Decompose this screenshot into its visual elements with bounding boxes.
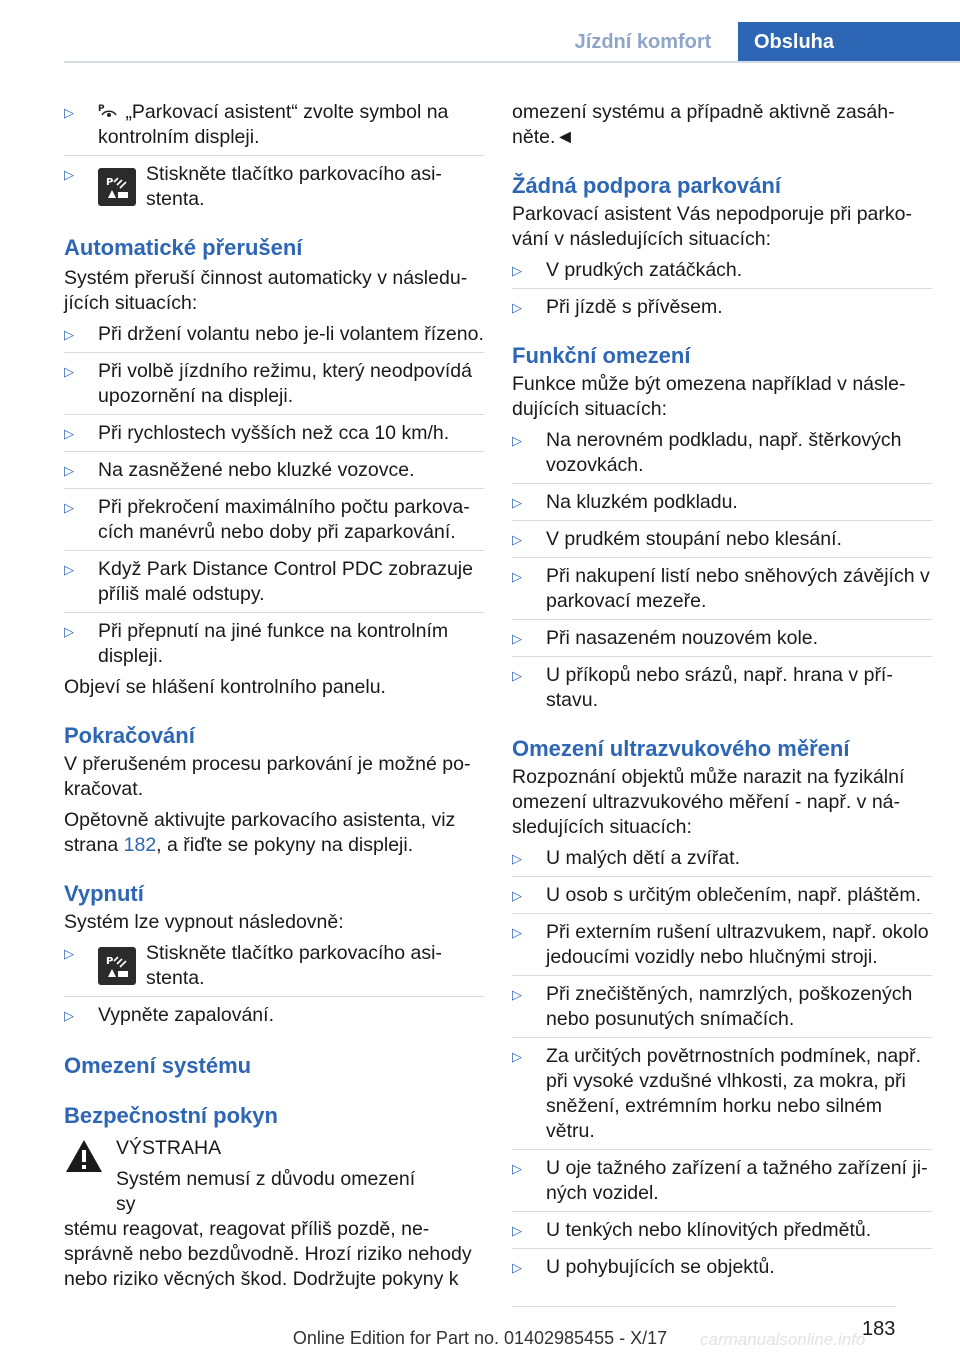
list-item: ▷ Při externím rušení ultrazvukem, např. okolo jedoucími vozidly nebo hlučnými stroji. [512, 921, 929, 968]
func-list [512, 428, 932, 713]
paragraph: omezení systému a případně aktivně zasáhněte.◄ [512, 101, 895, 148]
section-heading: Omezení systému [64, 1053, 252, 1078]
svg-text:P: P [98, 104, 105, 114]
bullet-triangle-icon: ▷ [512, 1049, 522, 1064]
section-heading: Funkční omezení [512, 343, 691, 368]
divider [64, 612, 484, 613]
list-item: ▷ Na nerovném podkladu, např. štěrkových vozovkách. [512, 429, 902, 476]
divider [512, 557, 932, 558]
bullet-triangle-icon: ▷ [64, 105, 74, 120]
list-item: ▷ U příkopů nebo srázů, např. hrana v přístavu. [512, 664, 893, 711]
bullet-triangle-icon: ▷ [512, 1223, 522, 1238]
edition-text: Online Edition for Part no. 01402985455 - X/17 [292, 1328, 668, 1348]
list-item: ▷ Při nakupení listí nebo sněhových závějích v parkovací mezeře. [512, 565, 930, 612]
right-column [512, 100, 932, 1280]
list-item: ▷ Při rychlostech vyšších než cca 10 km/h. [64, 422, 450, 444]
divider [512, 1149, 932, 1150]
bullet-triangle-icon: ▷ [512, 532, 522, 547]
section-heading: Automatické přerušení [64, 235, 303, 260]
list-item: ▷ Při jízdě s přívěsem. [512, 296, 723, 318]
warning-text: stému reagovat, reagovat příliš pozdě, nesprávně nebo bezdůvodně. Hrozí riziko nehody nebo riziko věcných škod. Dodržujte pokyny k [64, 1218, 472, 1290]
list-item: ▷ Když Park Distance Control PDC zobrazuje příliš malé odstupy. [64, 558, 473, 605]
divider [512, 876, 932, 877]
list-item [64, 100, 484, 150]
divider [512, 1248, 932, 1249]
nosupport-list [512, 258, 932, 320]
list-item: ▷ Při přepnutí na jiné funkce na kontrolním displeji. [64, 620, 449, 667]
list-item: ▷ Vypněte zapalování. [64, 1004, 274, 1026]
bullet-triangle-icon: ▷ [512, 925, 522, 940]
bullet-triangle-icon: ▷ [512, 569, 522, 584]
divider [64, 414, 484, 415]
auto-list [64, 322, 484, 669]
section-heading: Omezení ultrazvukového měření [512, 736, 850, 761]
paragraph: Objeví se hlášení kontrolního panelu. [64, 676, 386, 698]
list-item: ▷ U tenkých nebo klínovitých předmětů. [512, 1219, 872, 1241]
section-heading: Pokračování [64, 723, 195, 748]
list-item-text: Stiskněte tlačítko parkovacího asistenta. [146, 163, 442, 210]
paragraph: Parkovací asistent Vás nepodporuje při parkování v následujících situacích: [512, 203, 912, 250]
divider [512, 483, 932, 484]
section-subheading: Bezpečnostní pokyn [64, 1103, 278, 1128]
list-item: ▷ Při znečištěných, namrzlých, poškozených nebo posunutých snímačích. [512, 983, 913, 1030]
list-item: ▷ Na kluzkém podkladu. [512, 491, 738, 513]
warning-text-first-line: Systém nemusí z důvodu omezení sy [116, 1168, 416, 1215]
page-reference-link[interactable]: 182 [123, 834, 157, 856]
watermark: carmanualsonline.info [700, 1330, 866, 1349]
chapter-tab: Obsluha [738, 22, 960, 62]
list-item: ▷ U osob s určitým oblečením, např. pláštěm. [512, 884, 921, 906]
parking-button-icon [98, 947, 136, 985]
list-item: ▷ Při nasazeném nouzovém kole. [512, 627, 819, 649]
divider [64, 488, 484, 489]
bullet-triangle-icon: ▷ [64, 1008, 74, 1023]
bullet-triangle-icon: ▷ [512, 851, 522, 866]
ultra-list [512, 846, 932, 1280]
warning-title: VÝSTRAHA [116, 1137, 222, 1159]
bullet-triangle-icon: ▷ [512, 495, 522, 510]
list-item: ▷ Při držení volantu nebo je-li volantem řízeno. [64, 323, 484, 345]
bullet-triangle-icon: ▷ [64, 500, 74, 515]
bullet-triangle-icon: ▷ [64, 463, 74, 478]
bullet-triangle-icon: ▷ [64, 327, 74, 342]
svg-text:P: P [106, 956, 114, 967]
section-heading: Žádná podpora parkování [512, 173, 781, 198]
list-item: ▷ V prudkých zatáčkách. [512, 259, 743, 281]
section-tab: Jízdní komfort [574, 30, 712, 53]
warning-block [64, 1136, 484, 1217]
list-item: ▷ V prudkém stoupání nebo klesání. [512, 528, 842, 550]
divider [512, 288, 932, 289]
page-number: 183 [862, 1318, 896, 1340]
section-heading: Vypnutí [64, 881, 144, 906]
list-item: ▷ U oje tažného zařízení a tažného zařízení jiných vozidel. [512, 1157, 928, 1204]
svg-text:P: P [106, 177, 114, 188]
header-divider [64, 61, 960, 63]
parking-button-icon [98, 168, 136, 206]
paragraph: V přerušeném procesu parkování je možné pokračovat. [64, 753, 471, 800]
list-item: ▷ Na zasněžené nebo kluzké vozovce. [64, 459, 415, 481]
off-list [64, 941, 484, 1028]
bullet-triangle-icon: ▷ [512, 631, 522, 646]
bullet-triangle-icon: ▷ [64, 624, 74, 639]
divider [512, 1211, 932, 1212]
paragraph: Funkce může být omezena například v následujících situacích: [512, 373, 906, 420]
bullet-triangle-icon: ▷ [512, 668, 522, 683]
list-item: ▷ U pohybujících se objektů. [512, 1256, 775, 1278]
bullet-triangle-icon: ▷ [512, 433, 522, 448]
list-item: ▷ U malých dětí a zvířat. [512, 847, 740, 869]
list-item-text: „Parkovací asistent“ zvolte symbol na kontrolním displeji. [98, 101, 449, 148]
divider [64, 352, 484, 353]
paragraph: Systém přeruší činnost automaticky v následujících situacích: [64, 267, 468, 314]
bullet-triangle-icon: ▷ [64, 364, 74, 379]
bullet-triangle-icon: ▷ [512, 263, 522, 278]
bullet-triangle-icon: ▷ [512, 1161, 522, 1176]
divider [64, 550, 484, 551]
left-column [64, 100, 484, 1292]
bullet-triangle-icon: ▷ [64, 562, 74, 577]
divider [512, 975, 932, 976]
bullet-triangle-icon: ▷ [512, 987, 522, 1002]
parking-assist-icon [98, 102, 120, 120]
paragraph: Systém lze vypnout následovně: [64, 911, 344, 933]
divider [512, 656, 932, 657]
bullet-triangle-icon: ▷ [512, 1260, 522, 1275]
divider [512, 913, 932, 914]
divider [512, 619, 932, 620]
divider [64, 155, 484, 156]
divider [64, 451, 484, 452]
list-item: ▷ Při překročení maximálního počtu parkovacích manévrů nebo doby při zaparkování. [64, 496, 470, 543]
bullet-triangle-icon: ▷ [512, 300, 522, 315]
divider [512, 520, 932, 521]
warning-triangle-icon [64, 1138, 104, 1181]
list-item [64, 162, 484, 212]
divider [64, 996, 484, 997]
bullet-triangle-icon: ▷ [64, 426, 74, 441]
bullet-triangle-icon: ▷ [64, 167, 74, 182]
page-header [0, 0, 960, 62]
bullet-triangle-icon: ▷ [64, 946, 74, 961]
list-item: ▷ Za určitých povětrnostních podmínek, např. při vysoké vzdušné vlhkosti, za mokra, při sněžení, extrémním horku nebo silném větru. [512, 1045, 922, 1142]
list-item: ▷ P Stiskněte tlačítko parkovacího asistenta. [64, 942, 442, 989]
divider [512, 1037, 932, 1038]
paragraph: Opětovně aktivujte parkovacího asistenta, viz strana 182, a řiďte se pokyny na displeji. [64, 809, 456, 856]
bullet-triangle-icon: ▷ [512, 888, 522, 903]
footer-divider [512, 1306, 896, 1307]
paragraph: Rozpoznání objektů může narazit na fyzikální omezení ultrazvukového měření - např. v následujících situacích: [512, 766, 905, 838]
list-item: ▷ Při volbě jízdního režimu, který neodpovídá upozornění na displeji. [64, 360, 472, 407]
